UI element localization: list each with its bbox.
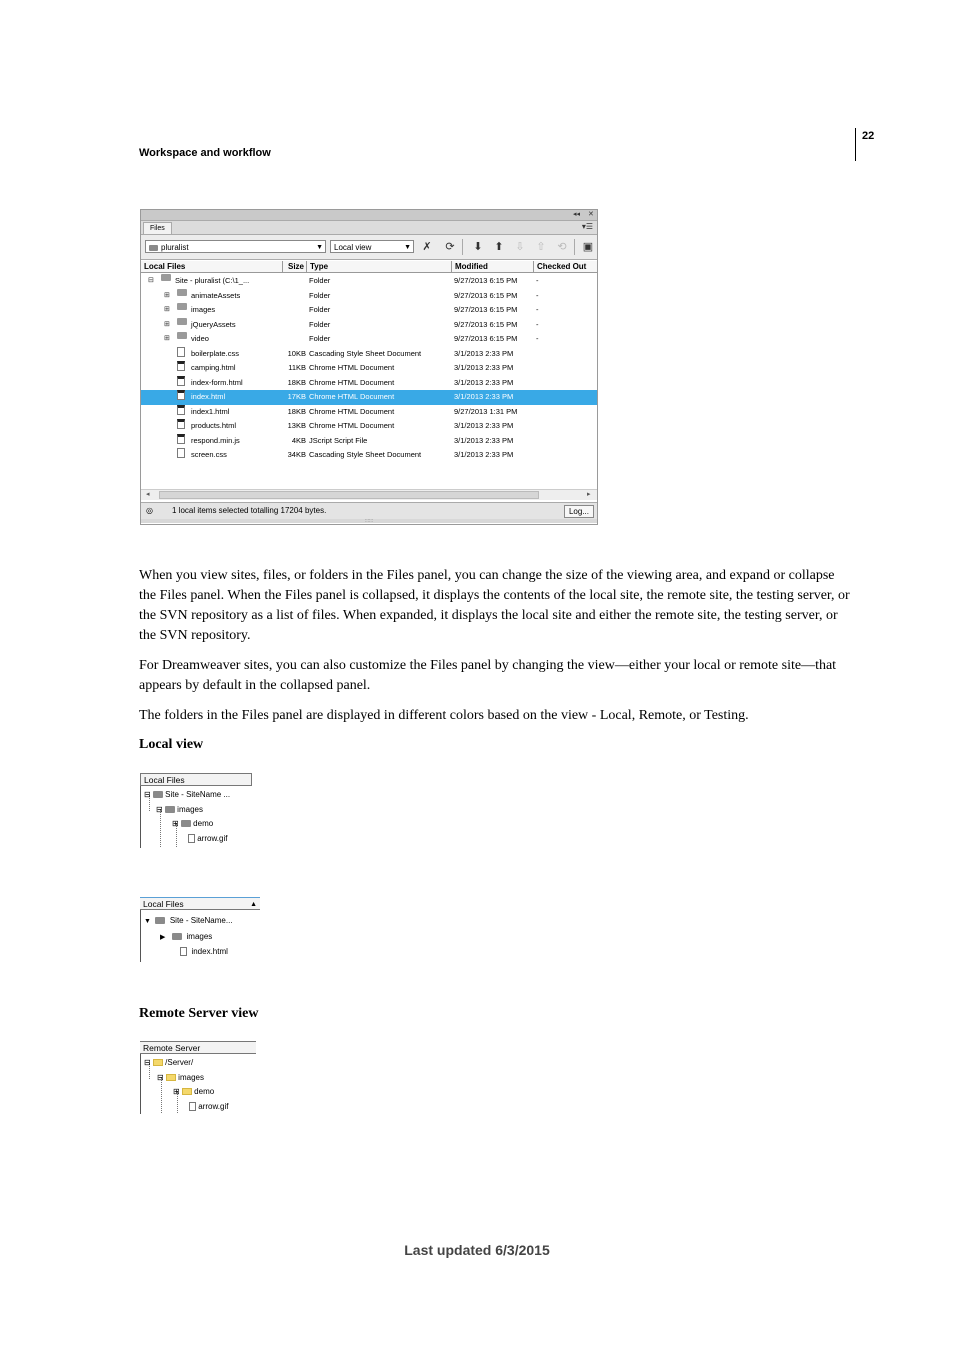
put-files-icon[interactable]: ⬆ [494,241,504,253]
site-label: Site - SiteName... [169,916,233,925]
file-type: Chrome HTML Document [309,406,395,416]
collapse-icon[interactable]: ◂◂ [573,211,581,218]
file-size: 17KB [287,392,306,401]
col-checked-out[interactable]: Checked Out [537,262,587,271]
file-checked-out: - [536,290,539,300]
files-panel [140,209,598,525]
expand-panel-icon[interactable]: ▣ [582,241,594,253]
expand-toggle-icon[interactable]: ⊞ [164,291,170,299]
server-label: /Server/ [165,1058,194,1067]
file-size: 4KB [291,435,306,445]
file-icon [177,390,185,400]
file-modified: 3/1/2013 2:33 PM [454,377,514,387]
file-name: boilerplate.css [191,348,239,358]
file-modified: 9/27/2013 6:15 PM [454,276,518,285]
file-name: animateAssets [191,290,241,300]
file-row[interactable] [141,289,597,304]
file-size: 11KB [288,363,306,372]
sort-up-icon[interactable]: ▲ [250,901,257,908]
close-icon[interactable]: ✕ [588,211,594,218]
file-name: index.html [191,392,226,401]
file-size: 10KB [287,348,306,358]
col-type[interactable]: Type [307,261,452,272]
folder-icon [177,318,187,325]
file-modified: 3/1/2013 2:33 PM [454,435,514,445]
tree-row-site[interactable]: ⊟ Site - SiteName ... [144,790,231,799]
panel-menu-icon[interactable]: ▾☰ [581,222,593,231]
file-row[interactable] [141,448,597,463]
file-name: video [191,334,209,343]
caret-right-icon[interactable]: ▶ [160,934,166,941]
file-type: Folder [309,276,331,285]
refresh-icon[interactable]: ⟳ [445,241,455,253]
file-modified: 9/27/2013 6:15 PM [454,290,518,300]
file-type: Folder [309,334,331,343]
expand-toggle-icon[interactable]: ⊞ [164,320,170,328]
file-name: images [191,305,216,314]
local-files-header: Local Files [140,773,252,786]
collapse-toggle-icon[interactable]: ⊟ [148,277,154,284]
file-row[interactable] [141,303,597,318]
tree-row-images[interactable] [160,930,212,943]
chevron-down-icon: ▼ [404,244,411,251]
tree-row-images[interactable]: ⊟ images [157,1073,204,1082]
file-name: camping.html [191,363,236,372]
remote-view-heading: Remote Server view [139,1006,259,1021]
file-size: 13KB [287,421,306,430]
file-icon [177,405,185,415]
view-select-value: Local view [334,243,372,252]
local-files-tree [140,773,253,849]
horizontal-scrollbar[interactable] [141,489,597,500]
file-row[interactable] [141,390,597,405]
page-header-rule [855,128,856,161]
local-files-header-label: Local Files [143,899,184,909]
file-row[interactable] [141,361,597,376]
expand-toggle-icon[interactable]: ⊞ [164,306,170,313]
paragraph-1: When you view sites, files, or folders in the Files panel, you can change the size of the viewing area, and expand or collapse the Files panel. When the Files panel is collapsed, it displays the contents of the local site, the remote site, the testing server, or the SVN repository as a list of files. When expanded, it displays the local site and either the remote site, the testing server, or the SVN repository. [139,568,850,643]
tree-row-site[interactable] [144,914,233,927]
file-modified: 9/27/2013 6:15 PM [454,305,518,314]
panel-tab-row [141,221,597,235]
tree-row-demo[interactable]: ⊞ demo [173,1087,215,1096]
remote-folder-icon [166,1074,176,1081]
file-name: Site - pluralist (C:\1_... [175,276,250,285]
site-label: Site - SiteName ... [165,790,231,799]
remote-folder-icon [182,1088,192,1095]
local-files-header [140,897,260,910]
status-globe-icon: ◎ [146,506,153,515]
tree-row-demo[interactable]: ⊞ demo [172,819,214,828]
files-toolbar [141,235,597,260]
file-icon [177,361,185,371]
file-name: index1.html [191,406,230,416]
file-label: index.html [191,947,228,956]
file-icon [188,834,195,843]
file-row[interactable] [141,347,597,362]
file-type: Folder [309,305,331,314]
file-type: Chrome HTML Document [309,392,395,401]
file-type: JScript Script File [309,435,368,445]
caret-down-icon[interactable]: ▼ [144,918,151,925]
tree-row-file[interactable] [188,832,227,845]
get-files-icon[interactable]: ⬇ [473,241,483,253]
site-folder-icon [149,245,158,251]
demo-label: demo [194,1087,215,1096]
tree-row-file[interactable] [189,1100,228,1113]
col-local-files[interactable]: Local Files [141,261,283,272]
folder-icon [155,917,165,924]
scroll-thumb[interactable] [159,491,539,499]
panel-title-bar [141,210,597,221]
file-icon [177,419,185,429]
site-select-value: pluralist [161,243,189,252]
chevron-down-icon: ▼ [316,244,323,251]
view-select[interactable] [330,240,414,253]
paragraph-3: The folders in the Files panel are displayed in different colors based on the view - Local, Remote, or Testing. [139,708,749,723]
toolbar-divider [462,239,463,255]
images-label: images [178,1073,204,1082]
file-name: index-form.html [191,377,243,387]
file-name: products.html [191,421,237,430]
scroll-left-icon[interactable]: ◂ [146,491,150,498]
tree-row-server[interactable]: ⊟ /Server/ [144,1058,194,1067]
file-icon [177,347,185,357]
tree-left-border [140,1054,141,1114]
file-modified: 9/27/2013 1:31 PM [454,406,518,416]
tree-left-border [140,786,141,848]
scroll-right-icon[interactable]: ▸ [587,491,591,498]
file-modified: 9/27/2013 6:15 PM [454,334,518,343]
file-type: Folder [309,319,331,329]
disconnect-icon[interactable]: ✗ [422,241,432,253]
tree-row-images[interactable]: ⊟ images [156,805,203,814]
file-type: Chrome HTML Document [309,421,395,430]
paragraph-2: For Dreamweaver sites, you can also customize the Files panel by changing the view—either your local or remote site—that appears by default in the collapsed panel. [139,658,837,693]
file-checked-out: - [536,276,539,285]
expand-toggle-icon[interactable]: ⊞ [164,335,170,342]
file-modified: 9/27/2013 6:15 PM [454,319,518,329]
file-row[interactable] [141,376,597,391]
file-modified: 3/1/2013 2:33 PM [454,348,514,358]
file-name: respond.min.js [191,435,240,445]
file-modified: 3/1/2013 2:33 PM [454,363,514,372]
tree-row-file[interactable] [180,945,228,958]
file-type: Cascading Style Sheet Document [309,450,422,459]
file-checked-out: - [536,334,539,343]
file-label: arrow.gif [198,1102,229,1111]
column-headers [141,261,597,273]
footer-last-updated: Last updated 6/3/2015 [404,1242,550,1258]
file-size: 18KB [287,406,306,416]
file-row[interactable] [141,318,597,333]
file-row[interactable] [141,274,597,289]
file-name: jQueryAssets [191,319,236,329]
status-text: 1 local items selected totalling 17204 bytes. [172,506,327,515]
remote-server-tree [140,1041,257,1115]
file-icon [177,376,185,386]
check-out-icon[interactable]: ⇩ [515,241,525,253]
file-modified: 3/1/2013 2:33 PM [454,392,514,401]
local-view-heading: Local view [139,737,204,752]
file-icon [177,448,185,458]
status-bar [141,502,597,519]
remote-server-header: Remote Server [140,1041,256,1054]
folder-icon [165,806,175,813]
file-type: Folder [309,290,331,300]
folder-icon [181,820,191,827]
tree-left-border [140,910,141,962]
file-checked-out: - [536,305,539,314]
folder-icon [177,332,187,339]
file-type: Chrome HTML Document [309,363,395,372]
site-select[interactable] [145,240,326,253]
page-number: 22 [862,130,875,142]
file-size: 18KB [287,377,306,387]
folder-icon [172,933,182,940]
file-checked-out: - [536,319,539,329]
file-modified: 3/1/2013 2:33 PM [454,421,514,430]
file-icon [177,434,185,444]
log-button[interactable]: Log... [564,505,594,518]
resize-grip[interactable]: :::::: [141,519,597,523]
images-label: images [186,932,213,941]
file-label: arrow.gif [197,834,228,843]
file-row[interactable] [141,419,597,434]
toolbar-divider [574,239,575,255]
file-row[interactable] [141,405,597,420]
file-modified: 3/1/2013 2:33 PM [454,450,514,459]
file-name: screen.css [191,450,227,459]
remote-folder-icon [153,1059,163,1066]
file-row[interactable] [141,434,597,449]
local-files-tree-alt [140,897,260,963]
col-modified[interactable]: Modified [452,261,534,272]
folder-icon [153,791,163,798]
file-icon [189,1102,196,1111]
col-size[interactable]: Size [283,261,307,272]
file-type: Cascading Style Sheet Document [309,348,422,358]
file-type: Chrome HTML Document [309,377,395,387]
file-icon [180,947,187,956]
file-list [141,274,597,463]
file-size: 34KB [287,450,306,459]
images-label: images [177,805,203,814]
file-row[interactable] [141,332,597,347]
demo-label: demo [193,819,214,828]
check-in-icon[interactable]: ⇧ [536,241,546,253]
tab-files[interactable]: Files [143,222,172,234]
folder-icon [177,303,187,310]
section-title: Workspace and workflow [139,147,271,159]
synchronize-icon[interactable]: ⟲ [557,241,567,253]
folder-icon [177,289,187,296]
folder-icon [161,274,171,281]
